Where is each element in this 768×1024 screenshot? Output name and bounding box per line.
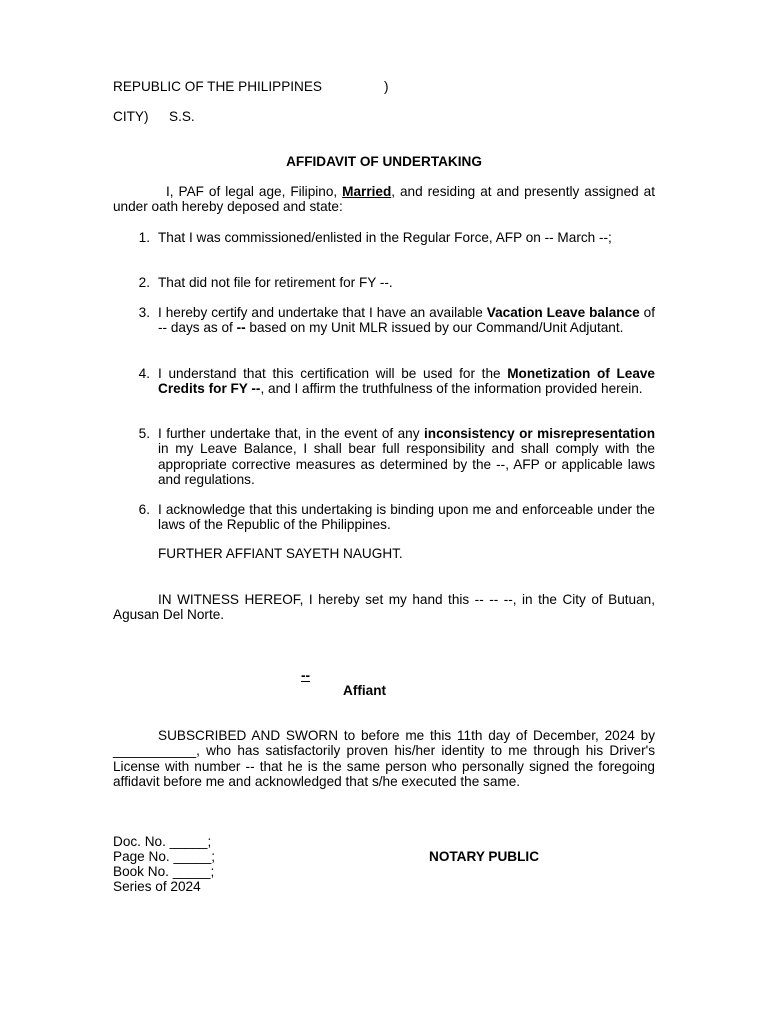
book-no: Book No. _____; <box>113 864 215 879</box>
monetization-phrase: Monetization of Leave Credits for FY -- <box>158 366 655 397</box>
item-text: I further undertake that, in the event of any inconsistency or misrepresentation in my Leave Balance, I shall bear full responsibility and shall comply with the appropriate corrective measures as determined by the --, AFP or applicable laws and regulations. <box>158 426 655 487</box>
witness-paragraph: IN WITNESS HEREOF, I hereby set my hand this -- -- --, in the City of Butuan, Agusan Del Norte. <box>113 592 655 623</box>
republic-heading: REPUBLIC OF THE PHILIPPINES <box>113 79 322 94</box>
item-text: That did not file for retirement for FY --. <box>158 275 393 290</box>
inconsistency-phrase: inconsistency or misrepresentation <box>424 426 655 441</box>
page-no: Page No. _____; <box>113 849 216 864</box>
vacation-leave-balance: Vacation Leave balance <box>486 305 640 320</box>
item-number: 5. <box>138 426 150 441</box>
item-text: I understand that this certification will be used for the Monetization of Leave Credits for FY --, and I affirm the truthfulness of the information provided herein. <box>158 366 655 397</box>
series-year: Series of 2024 <box>113 879 201 894</box>
jurat-paragraph: SUBSCRIBED AND SWORN to before me this 11th day of December, 2024 by ___________, who has satisfactorily proven his/her identity to me through his Driver's License with number -- that he is the same person who personally signed the foregoing affidavit before me and acknowledged that s/he executed the same. <box>113 728 655 789</box>
item-number: 1. <box>138 230 150 245</box>
item-number: 3. <box>138 305 150 320</box>
civil-status: Married <box>342 184 392 199</box>
item-text: I hereby certify and undertake that I have an available Vacation Leave balance of -- days as of -- based on my Unit MLR issued by our Command/Unit Adjutant. <box>158 305 655 336</box>
affiant-name: -- <box>301 668 311 683</box>
further-affiant: FURTHER AFFIANT SAYETH NAUGHT. <box>158 546 403 561</box>
venue-paren: ) <box>384 79 389 94</box>
intro-text-a: I, PAF of legal age, Filipino, <box>166 184 343 199</box>
intro-text-b: , and residing at and presently assigned at under oath hereby deposed and state: <box>113 184 655 215</box>
item-text: I acknowledge that this undertaking is binding upon me and enforceable under the laws of the Republic of the Philippines. <box>158 502 655 533</box>
affiant-label: Affiant <box>343 683 387 698</box>
item-number: 2. <box>138 275 150 290</box>
notary-public-label: NOTARY PUBLIC <box>429 849 540 864</box>
ss-abbrev: S.S. <box>169 109 195 124</box>
city-line: CITY) <box>113 109 149 124</box>
item-text: That I was commissioned/enlisted in the Regular Force, AFP on -- March --; <box>158 230 612 245</box>
item-number: 6. <box>138 502 150 517</box>
document-title: AFFIDAVIT OF UNDERTAKING <box>286 154 482 169</box>
item-number: 4. <box>138 366 150 381</box>
doc-no: Doc. No. _____; <box>113 834 212 849</box>
intro-paragraph <box>113 184 655 215</box>
